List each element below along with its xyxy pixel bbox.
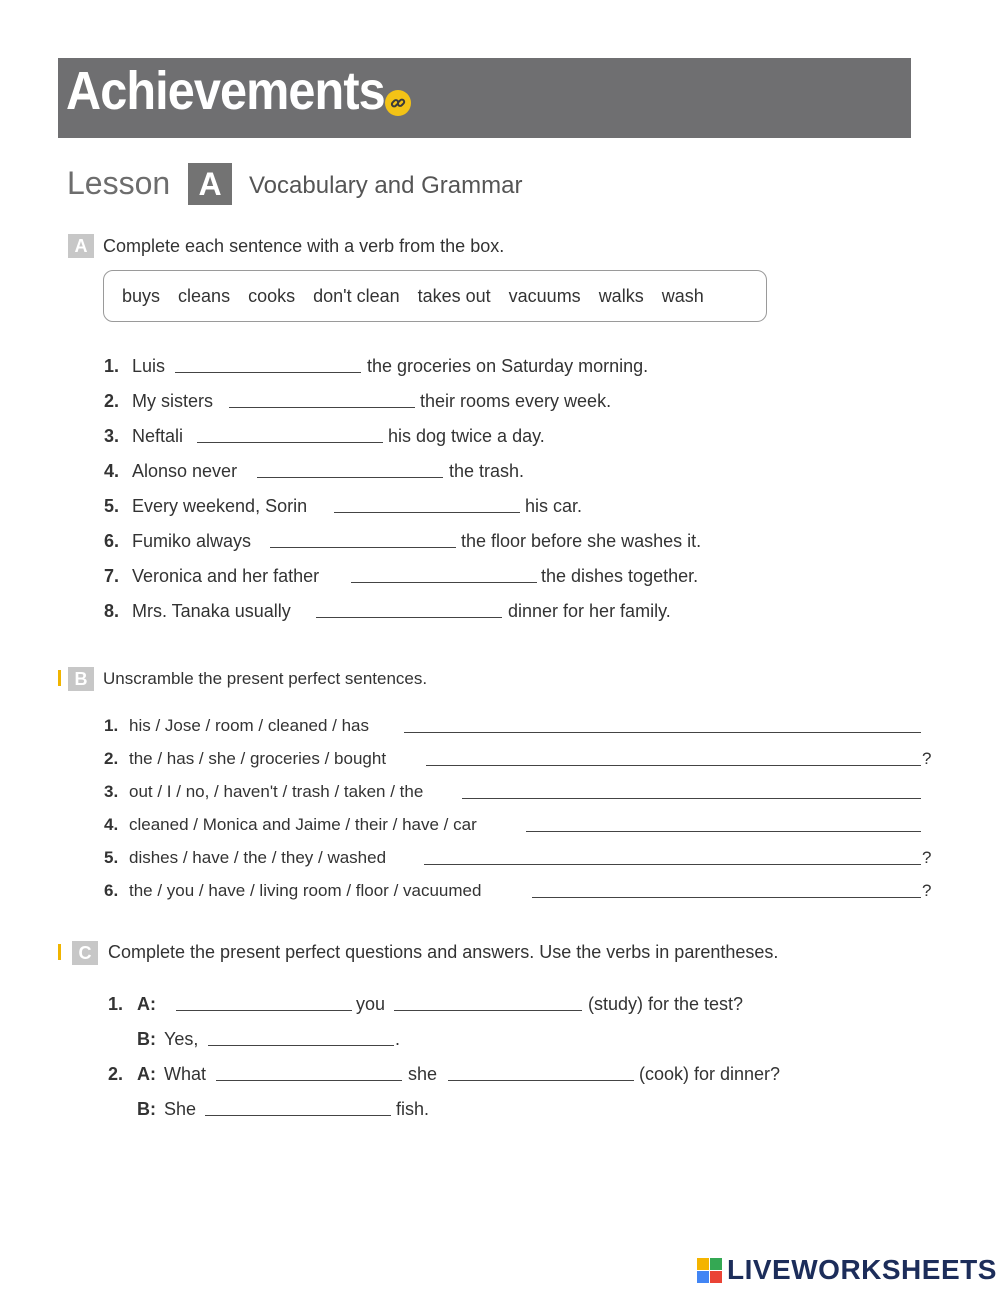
speaker-label: A: (137, 1064, 156, 1084)
item-number: 6. (104, 531, 120, 551)
answer-blank[interactable] (229, 407, 415, 408)
word-box-item: walks (598, 285, 644, 306)
item-number: 5. (104, 848, 119, 867)
logo-text: LIVEWORKSHEETS (727, 1254, 997, 1285)
item-text-before: Neftali (132, 426, 184, 446)
answer-blank[interactable] (175, 372, 361, 373)
item-text: fish. (396, 1099, 430, 1119)
page-title: Achievements (66, 61, 385, 121)
word-box-item: cooks (248, 285, 296, 306)
item-number: 1. (104, 356, 120, 376)
section-b-marker (58, 670, 61, 686)
item-text: she (408, 1064, 438, 1084)
speaker-label: B: (137, 1099, 156, 1119)
answer-blank[interactable] (208, 1045, 394, 1046)
item-text-before: Fumiko always (132, 531, 252, 551)
word-box-item: wash (661, 285, 704, 306)
answer-blank[interactable] (270, 547, 456, 548)
scrambled-words: cleaned / Monica and Jaime / their / have / car (129, 815, 477, 834)
item-number: 4. (104, 461, 120, 481)
scrambled-words: out / I / no, / haven't / trash / taken / the (129, 782, 424, 801)
section-c-marker (58, 944, 61, 960)
answer-blank[interactable] (532, 897, 921, 898)
answer-blank[interactable] (257, 477, 443, 478)
item-text-before: Luis (132, 356, 166, 376)
answer-blank[interactable] (462, 798, 921, 799)
speaker-label: B: (137, 1029, 156, 1049)
item-text-after: the trash. (449, 461, 525, 481)
item-number: 8. (104, 601, 120, 621)
word-box-item: takes out (417, 285, 491, 306)
answer-blank[interactable] (216, 1080, 402, 1081)
item-text: (study) for the test? (588, 994, 744, 1014)
lesson-word: Lesson (67, 165, 171, 201)
section-c-instruction: Complete the present perfect questions and answers. Use the verbs in parentheses. (108, 942, 779, 962)
logo-icon (697, 1258, 723, 1284)
end-punctuation: ? (922, 881, 932, 900)
word-box-item: cleans (178, 285, 231, 306)
answer-blank[interactable] (176, 1010, 352, 1011)
answer-blank[interactable] (448, 1080, 634, 1081)
item-text-before: Every weekend, Sorin (132, 496, 308, 516)
answer-blank[interactable] (351, 582, 537, 583)
word-box-item: buys (122, 285, 161, 306)
answer-blank[interactable] (316, 617, 502, 618)
item-text: . (395, 1029, 401, 1049)
answer-blank[interactable] (205, 1115, 391, 1116)
item-number: 1. (104, 716, 119, 735)
end-punctuation: ? (922, 848, 932, 867)
answer-blank[interactable] (424, 864, 921, 865)
item-number: 6. (104, 881, 119, 900)
lesson-letter: A (188, 163, 232, 205)
item-number: 2. (108, 1064, 124, 1084)
liveworksheets-logo (697, 1254, 997, 1290)
item-text-after: the floor before she washes it. (461, 531, 702, 551)
item-text-before: Veronica and her father (132, 566, 320, 586)
scrambled-words: dishes / have / the / they / washed (129, 848, 387, 867)
item-number: 1. (108, 994, 124, 1014)
speaker-label: A: (137, 994, 156, 1014)
item-number: 2. (104, 391, 120, 411)
header-banner (58, 58, 911, 138)
end-punctuation: ? (922, 749, 932, 768)
item-text-after: the groceries on Saturday morning. (367, 356, 649, 376)
item-text: you (356, 994, 386, 1014)
item-text: What (164, 1064, 207, 1084)
item-text-after: dinner for her family. (508, 601, 671, 621)
section-b-instruction: Unscramble the present perfect sentences. (103, 669, 428, 688)
item-text-after: the dishes together. (541, 566, 699, 586)
item-text-after: their rooms every week. (420, 391, 612, 411)
answer-blank[interactable] (334, 512, 520, 513)
item-number: 4. (104, 815, 119, 834)
lesson-subtitle: Vocabulary and Grammar (249, 172, 523, 199)
section-c-badge: C (72, 941, 98, 965)
scrambled-words: the / you / have / living room / floor / vacuumed (129, 881, 482, 900)
word-box-item: vacuums (508, 285, 581, 306)
item-text-before: Mrs. Tanaka usually (132, 601, 291, 621)
answer-blank[interactable] (394, 1010, 582, 1011)
answer-blank[interactable] (526, 831, 921, 832)
item-text-after: his car. (525, 496, 583, 516)
item-text: (cook) for dinner? (639, 1064, 781, 1084)
answer-blank[interactable] (404, 732, 921, 733)
item-number: 3. (104, 782, 119, 801)
link-icon (385, 90, 411, 116)
section-b-badge: B (68, 667, 94, 691)
word-box (103, 270, 767, 322)
section-a-instruction: Complete each sentence with a verb from the box. (103, 236, 505, 256)
word-box-item: don't clean (313, 285, 400, 306)
scrambled-words: the / has / she / groceries / bought (129, 749, 387, 768)
item-number: 3. (104, 426, 120, 446)
item-number: 5. (104, 496, 120, 516)
item-text-after: his dog twice a day. (388, 426, 545, 446)
answer-blank[interactable] (426, 765, 921, 766)
item-text: Yes, (164, 1029, 199, 1049)
item-text-before: Alonso never (132, 461, 238, 481)
answer-blank[interactable] (197, 442, 383, 443)
scrambled-words: his / Jose / room / cleaned / has (129, 716, 370, 735)
item-text: She (164, 1099, 197, 1119)
item-number: 2. (104, 749, 119, 768)
item-text-before: My sisters (132, 391, 213, 411)
item-number: 7. (104, 566, 120, 586)
section-a-badge: A (68, 234, 94, 258)
